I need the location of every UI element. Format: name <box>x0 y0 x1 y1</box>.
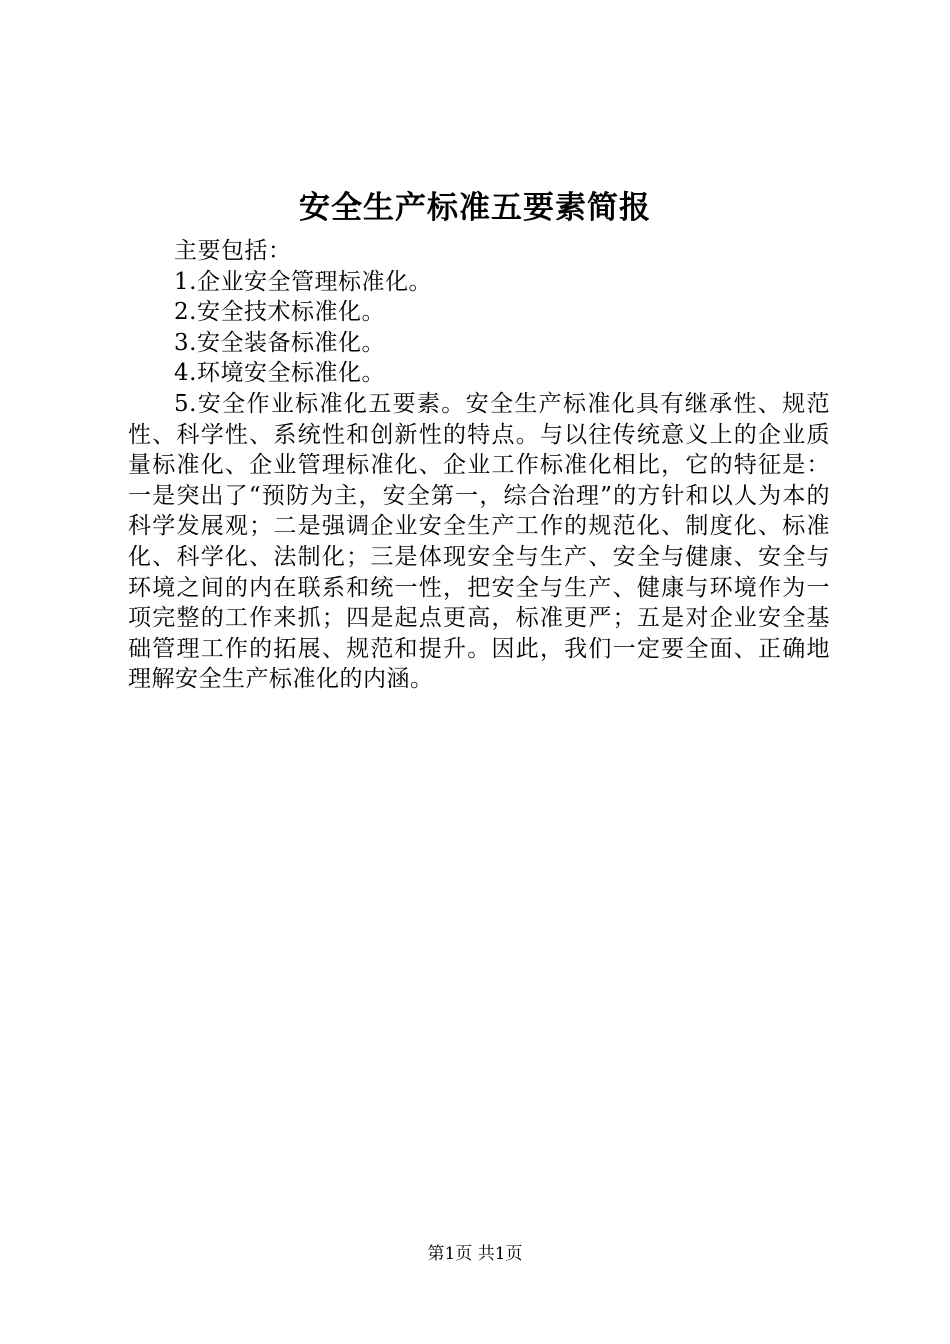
paragraph-item-1: 1.企业安全管理标准化。 <box>174 268 432 295</box>
document-body <box>128 236 830 695</box>
paragraph-item-3: 3.安全装备标准化。 <box>174 329 385 356</box>
page-footer: 第1页 共1页 <box>427 1244 523 1264</box>
paragraph-intro: 主要包括： <box>174 238 292 264</box>
paragraph-item-5: 5.安全作业标准化五要素。安全生产标准化具有继承性、规范性、科学性、系统性和创新性的特点。与以往传统意义上的企业质量标准化、企业管理标准化、企业工作标准化相比，它的特征是：一是突出了“预防为主，安全第一，综合治理”的方针和以人为本的科学发展观；二是强调企业安全生产工作的规范化、制度化、标准化、科学化、法制化；三是体现安全与生产、安全与健康、安全与环境之间的内在联系和统一性，把安全与生产、健康与环境作为一项完整的工作来抓；四是起点更高，标准更严；五是对企业安全基础管理工作的拓展、规范和提升。因此，我们一定要全面、正确地理解安全生产标准化的内涵。 <box>128 390 830 693</box>
paragraph-item-2: 2.安全技术标准化。 <box>174 299 385 326</box>
paragraph-item-4: 4.环境安全标准化。 <box>174 360 385 387</box>
document-title: 安全生产标准五要素简报 <box>299 190 651 226</box>
